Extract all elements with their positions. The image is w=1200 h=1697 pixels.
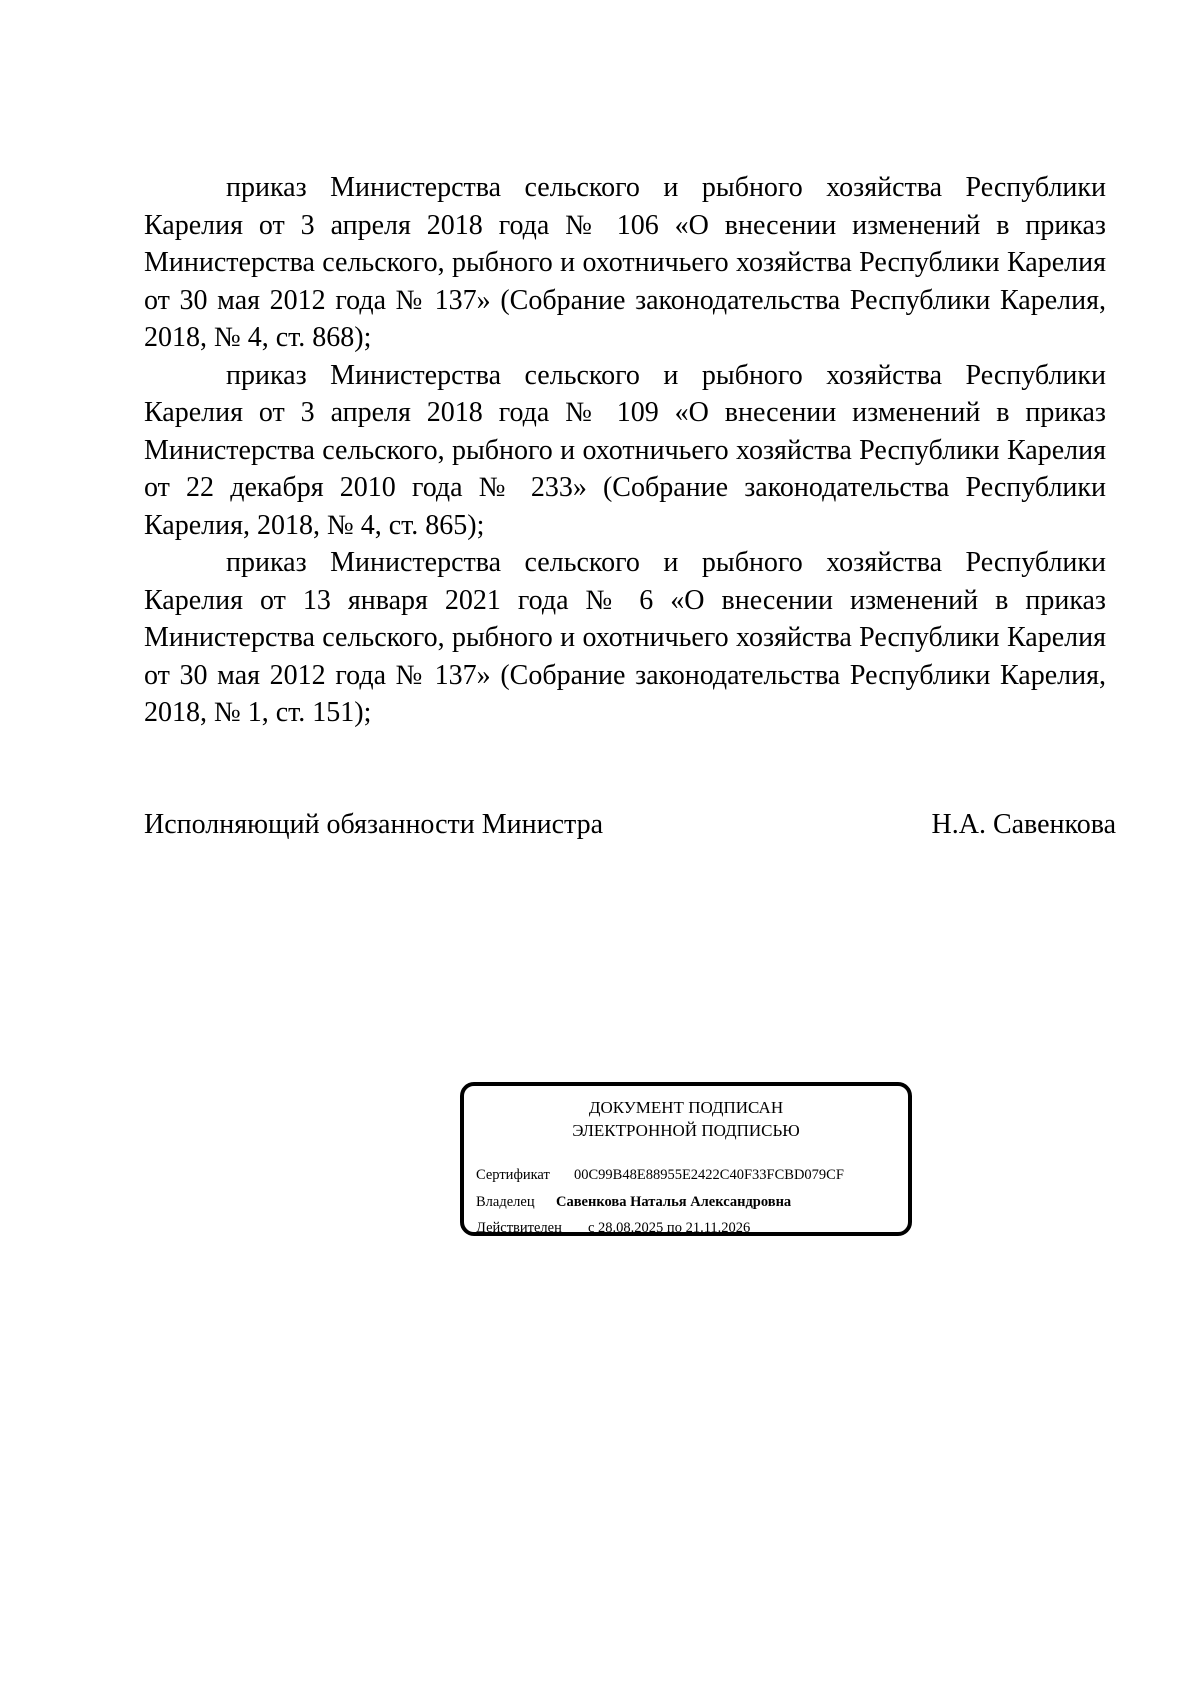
signatory-position: Исполняющий обязанности Министра bbox=[144, 809, 604, 840]
order-paragraph-1: приказ Министерства сельского и рыбного хозяйства Республики Карелия от 3 апреля 2018 года № 106 «О внесении изменений в приказ Министерства сельского, рыбного и охотничьего хозяйства Республики Карелия от 30 мая 2012 года № 137» (Собрание законодательства Республики Карелия, 2018, № 4, ст. 868); bbox=[144, 172, 1106, 353]
order-paragraph-2: приказ Министерства сельского и рыбного хозяйства Республики Карелия от 3 апреля 2018 года № 109 «О внесении изменений в приказ Министерства сельского, рыбного и охотничьего хозяйства Республики Карелия от 22 декабря 2010 года № 233» (Собрание законодательства Республики Карелия, 2018, № 4, ст. 865); bbox=[144, 359, 1106, 541]
document-body bbox=[144, 169, 1106, 732]
order-paragraph-3: приказ Министерства сельского и рыбного хозяйства Республики Карелия от 13 января 2021 года № 6 «О внесении изменений в приказ Министерства сельского, рыбного и охотничьего хозяйства Республики Карелия от 30 мая 2012 года № 137» (Собрание законодательства Республики Карелия, 2018, № 1, ст. 151); bbox=[144, 547, 1106, 728]
stamp-title-line-2: ЭЛЕКТРОННОЙ ПОДПИСЬЮ bbox=[572, 1121, 800, 1140]
certificate-value: 00C99B48E88955E2422C40F33FCBD079CF bbox=[574, 1167, 844, 1183]
signature-line bbox=[144, 806, 1116, 843]
validity-label: Действителен bbox=[476, 1220, 562, 1236]
stamp-certificate-row bbox=[476, 1165, 844, 1185]
owner-label: Владелец bbox=[476, 1194, 535, 1210]
stamp-title-line-1: ДОКУМЕНТ ПОДПИСАН bbox=[588, 1098, 784, 1117]
certificate-label: Сертификат bbox=[476, 1167, 550, 1183]
validity-value: с 28.08.2025 по 21.11.2026 bbox=[588, 1220, 751, 1236]
signatory-name: Н.А. Савенкова bbox=[931, 809, 1116, 840]
stamp-owner-row bbox=[476, 1192, 791, 1212]
owner-value: Савенкова Наталья Александровна bbox=[556, 1194, 792, 1210]
electronic-signature-stamp bbox=[460, 1082, 912, 1236]
stamp-validity-row bbox=[476, 1218, 750, 1238]
stamp-title bbox=[464, 1096, 908, 1142]
